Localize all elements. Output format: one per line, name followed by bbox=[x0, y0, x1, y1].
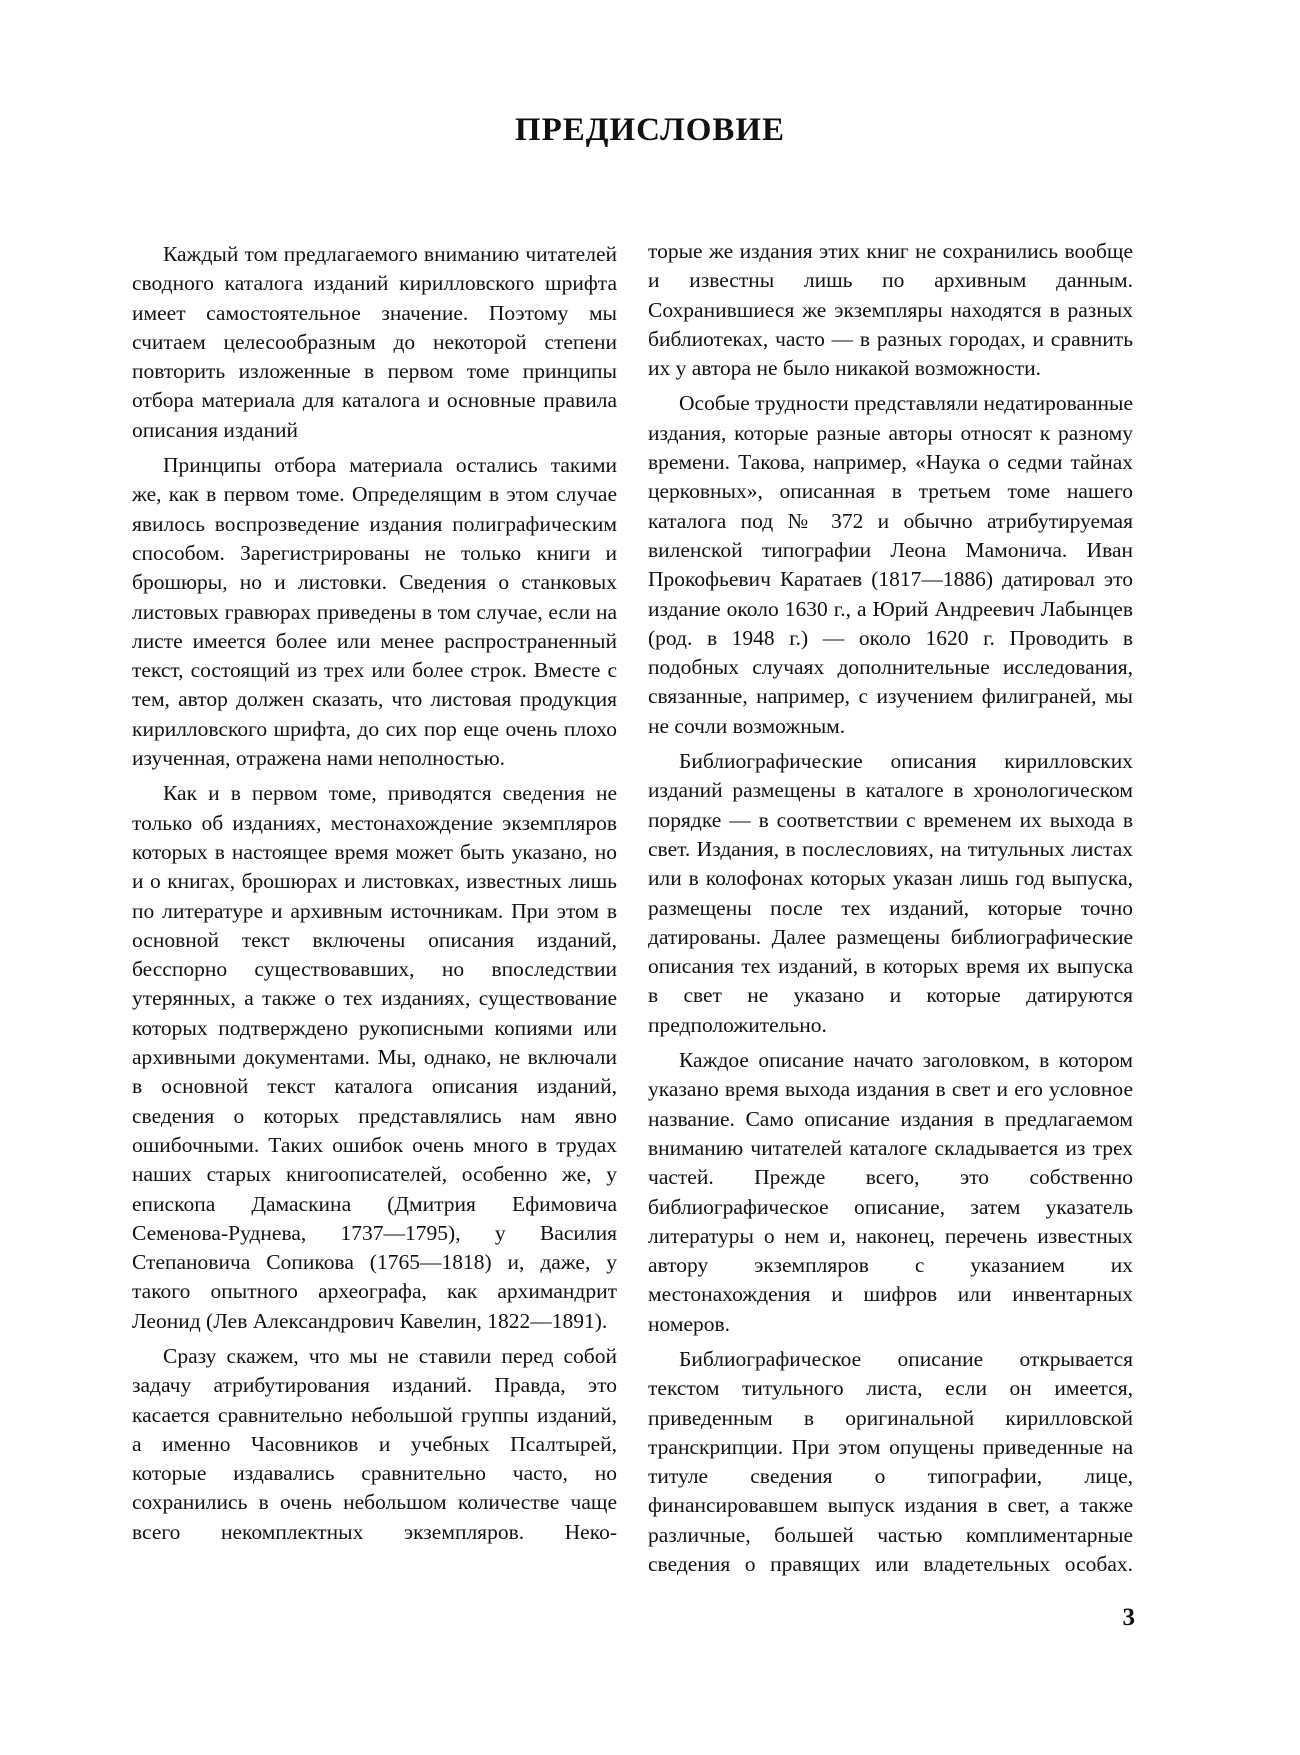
right-column bbox=[648, 237, 1133, 1585]
paragraph: Как и в первом томе, приводятся сведения не только об изданиях, местонахождение экземпляров которых в настоящее время может быть указано, но и о книгах, брошюрах и листовках, известных лишь по литературе и архивным источникам. При этом в основной текст включены описания изданий, бесспорно существовавших, но впоследствии утерянных, а также о тех изданиях, существование которых подтверждено рукописными копиями или архивными документами. Мы, однако, не включали в основной текст каталога описания изданий, сведения о которых представлялись нам явно ошибочными. Таких ошибок очень много в трудах наших старых книгоописателей, особенно же, у епископа Дамаскина (Дмитрия Ефимовича Семенова-Руднева, 1737—1795), у Василия Степановича Сопикова (1765—1818) и, даже, у такого опытного археографа, как архимандрит Леонид (Лев Александрович Кавелин, 1822—1891). bbox=[132, 781, 617, 1333]
page-title: ПРЕДИСЛОВИЕ bbox=[514, 112, 786, 148]
paragraph: Библиографические описания кирилловских изданий размещены в каталоге в хронологическом порядке — в соответствии с временем их выхода в свет. Издания, в послесловиях, на титульных листах или в колофонах которых указан лишь год выпуска, размещены после тех изданий, которые точно датированы. Далее размещены библиографические описания тех изданий, в которых время их выпуска в свет не указано и которые датируются предположительно. bbox=[648, 749, 1133, 1037]
paragraph-continuation: торые же издания этих книг не сохранились вообще и известны лишь по архивным данным. Сохранившиеся же экземпляры находятся в разных библиотеках, часто — в разных городах, и сравнить их у автора не было никакой возможности. bbox=[648, 239, 1133, 381]
paragraph: Библиографическое описание открывается текстом титульного листа, если он имеется, приведенным в оригинальной кирилловской транскрипции. При этом опущены приведенные на титуле сведения о типографии, лице, финансировавшем выпуск издания в свет, а также различные, большей частью комплиментарные сведения о правящих или владетельных особах. bbox=[648, 1346, 1133, 1577]
paragraph: Каждое описание начато заголовком, в котором указано время выхода издания в свет и его условное название. Само описание издания в предлагаемом вниманию читателей каталоге складывается из трех частей. Прежде всего, это собственно библиографическое описание, затем указатель литературы о нем и, наконец, перечень известных автору экземпляров с указанием их местонахождения и шифров или инвентарных номеров. bbox=[648, 1048, 1133, 1336]
page-number: 3 bbox=[1122, 1604, 1135, 1631]
paragraph: Сразу скажем, что мы не ставили перед собой задачу атрибутирования изданий. Правда, это касается сравнительно небольшой группы изданий, а именно Часовников и учебных Псалтырей, которые издавались сравнительно часто, но сохранились в очень небольшом количестве чаще всего некомплектных экземпляров. Неко- bbox=[132, 1343, 617, 1544]
paragraph: Каждый том предлагаемого вниманию читателей сводного каталога изданий кирилловского шрифта имеет самостоятельное значение. Поэтому мы считаем целесообразным до некоторой степени повторить изложенные в первом томе принципы отбора материала для каталога и основные правила описания изданий bbox=[132, 242, 617, 442]
left-column bbox=[132, 240, 617, 1553]
paragraph: Принципы отбора материала остались такими же, как в первом томе. Определящим в этом случае явилось воспрозведение издания полиграфическим способом. Зарегистрированы не только книги и брошюры, но и листовки. Сведения о станковых листовых гравюрах приведены в том случае, если на листе имеется более или менее распространенный текст, состоящий из трех или более строк. Вместе с тем, автор должен сказать, что листовая продукция кирилловского шрифта, до сих пор еще очень плохо изученная, отражена нами неполностью. bbox=[132, 453, 617, 771]
paragraph: Особые трудности представляли недатированные издания, которые разные авторы относят к разному времени. Такова, например, «Наука о седми тайнах церковных», описанная в третьем томе нашего каталога под № 372 и обычно атрибутируемая виленской типографии Леона Мамонича. Иван Прокофьевич Каратаев (1817—1886) датировал это издание около 1630 г., а Юрий Андреевич Лабынцев (род. в 1948 г.) — около 1620 г. Проводить в подобных случаях дополнительные исследования, связанные, например, с изучением филиграней, мы не сочли возможным. bbox=[648, 391, 1133, 738]
